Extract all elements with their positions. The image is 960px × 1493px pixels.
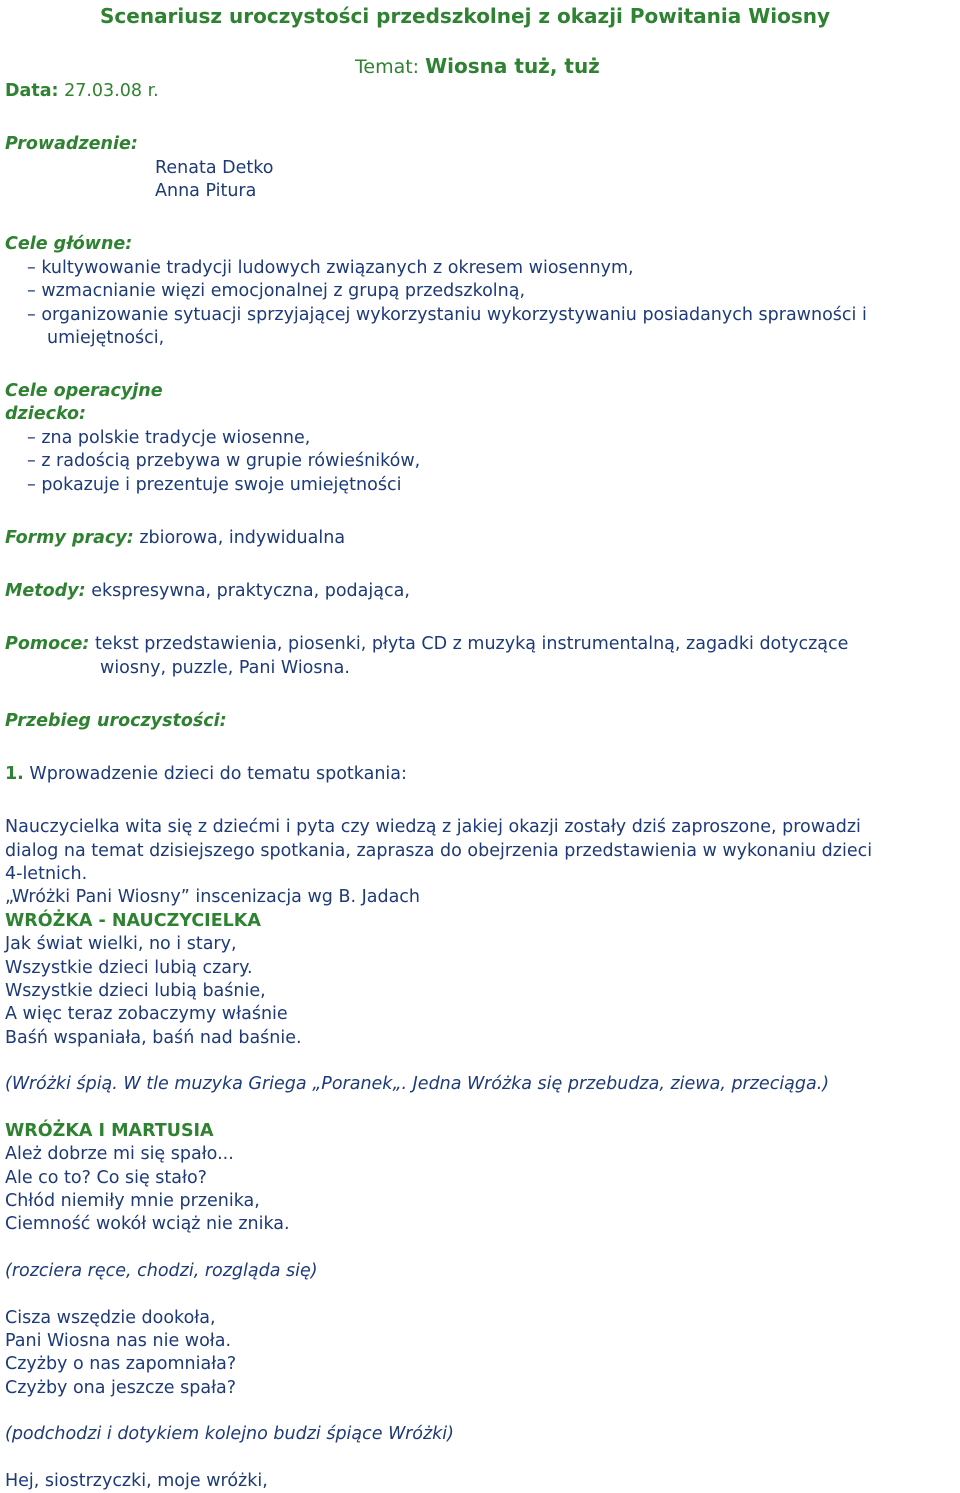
- verse-line: Jak świat wielki, no i stary,: [5, 934, 237, 954]
- verse-line: A więc teraz zobaczymy właśnie: [5, 1004, 288, 1024]
- operational-goal-item: – zna polskie tradycje wiosenne,: [27, 428, 311, 448]
- verse-line: Czyżby ona jeszcze spała?: [5, 1378, 237, 1398]
- aids-line: [5, 633, 848, 656]
- verse-line: Baśń wspaniała, baśń nad baśnie.: [5, 1028, 302, 1048]
- verse-line: Pani Wiosna nas nie woła.: [5, 1331, 232, 1351]
- stage-direction: (rozciera ręce, chodzi, rozgląda się): [5, 1261, 318, 1281]
- course-step-number: 1.: [5, 764, 24, 784]
- course-label: Przebieg uroczystości:: [5, 711, 227, 731]
- work-forms-line: [5, 527, 345, 550]
- verse-line: Wszystkie dzieci lubią baśnie,: [5, 981, 266, 1001]
- course-step: [5, 763, 407, 786]
- leaders-label: Prowadzenie:: [5, 134, 138, 154]
- aids-value-continuation: wiosny, puzzle, Pani Wiosna.: [100, 658, 350, 678]
- intro-line: dialog na temat dzisiejszego spotkania, zaprasza do obejrzenia przedstawienia w wykonaniu dzieci: [5, 841, 873, 861]
- operational-goal-item: – z radością przebywa w grupie rówieśników,: [27, 451, 421, 471]
- date-value: 27.03.08 r.: [64, 81, 159, 101]
- scene-heading: WRÓŻKA - NAUCZYCIELKA: [5, 911, 261, 931]
- verse-line: Chłód niemiły mnie przenika,: [5, 1191, 260, 1211]
- scene-heading: WRÓŻKA I MARTUSIA: [5, 1121, 214, 1141]
- operational-goals-label: Cele operacyjne: [5, 381, 163, 401]
- verse-line: Ale co to? Co się stało?: [5, 1168, 207, 1188]
- methods-value: ekspresywna, praktyczna, podająca,: [91, 581, 410, 601]
- intro-line: Nauczycielka wita się z dziećmi i pyta czy wiedzą z jakiej okazji zostały dziś zaproszone, prowadzi: [5, 817, 861, 837]
- intro-line: 4-letnich.: [5, 864, 88, 884]
- verse-line: Hej, siostrzyczki, moje wróżki,: [5, 1471, 268, 1491]
- operational-goals-sublabel: dziecko:: [5, 404, 86, 424]
- aids-value: tekst przedstawienia, piosenki, płyta CD z muzyką instrumentalną, zagadki dotyczące: [94, 634, 849, 654]
- verse-line: Wszystkie dzieci lubią czary.: [5, 958, 253, 978]
- topic-label: Temat:: [355, 56, 420, 78]
- main-goals-label: Cele główne:: [5, 234, 133, 254]
- stage-direction: (Wróżki śpią. W tle muzyka Griega „Poranek„. Jedna Wróżka się przebudza, ziewa, przeciąga.): [5, 1074, 830, 1094]
- leader-name: Anna Pitura: [155, 181, 257, 201]
- main-goal-item: – wzmacnianie więzi emocjonalnej z grupą przedszkolną,: [27, 281, 526, 301]
- course-step-text: Wprowadzenie dzieci do tematu spotkania:: [29, 764, 407, 784]
- date-line: [5, 80, 159, 103]
- aids-label: Pomoce:: [5, 634, 90, 654]
- stage-direction: (podchodzi i dotykiem kolejno budzi śpiące Wróżki): [5, 1424, 455, 1444]
- work-forms-value: zbiorowa, indywidualna: [139, 528, 346, 548]
- play-title: „Wróżki Pani Wiosny” inscenizacja wg B. Jadach: [5, 887, 421, 907]
- verse-line: Cisza wszędzie dookoła,: [5, 1308, 216, 1328]
- main-goal-item: – kultywowanie tradycji ludowych związanych z okresem wiosennym,: [27, 258, 634, 278]
- methods-label: Metody:: [5, 581, 86, 601]
- main-goal-item: – organizowanie sytuacji sprzyjającej wykorzystaniu wykorzystywaniu posiadanych sprawności i: [27, 305, 867, 325]
- document-title: Scenariusz uroczystości przedszkolnej z okazji Powitania Wiosny: [100, 4, 831, 28]
- main-goal-item-continuation: umiejętności,: [47, 328, 165, 348]
- methods-line: [5, 580, 410, 603]
- leader-name: Renata Detko: [155, 158, 274, 178]
- date-label: Data:: [5, 81, 59, 101]
- verse-line: Czyżby o nas zapomniała?: [5, 1354, 237, 1374]
- topic-line: [355, 55, 600, 79]
- topic-value: Wiosna tuż, tuż: [425, 54, 600, 78]
- work-forms-label: Formy pracy:: [5, 528, 134, 548]
- verse-line: Ciemność wokół wciąż nie znika.: [5, 1214, 290, 1234]
- operational-goal-item: – pokazuje i prezentuje swoje umiejętności: [27, 475, 402, 495]
- verse-line: Ależ dobrze mi się spało...: [5, 1144, 234, 1164]
